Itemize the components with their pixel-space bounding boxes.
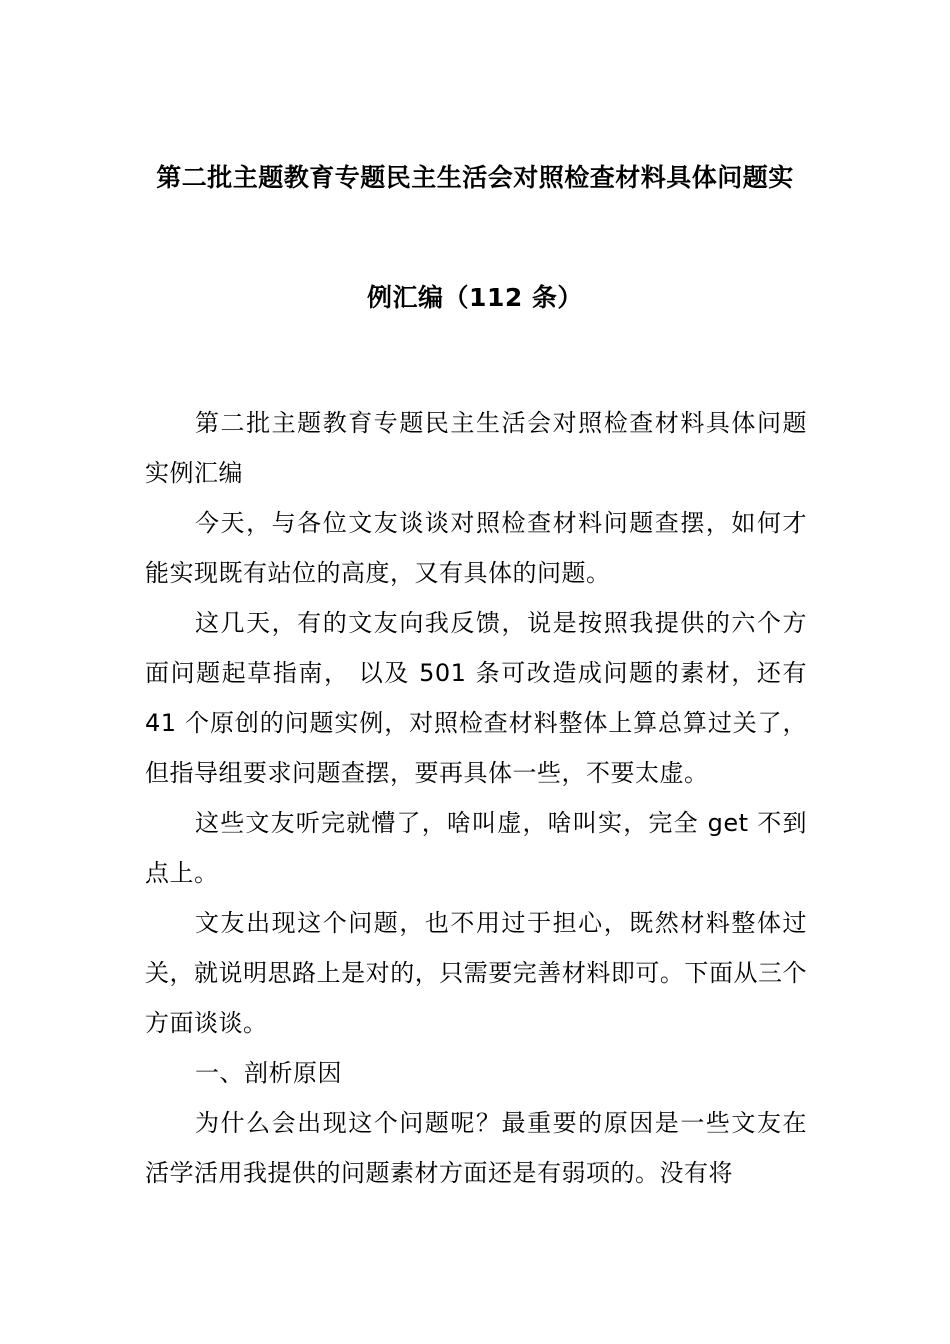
paragraph: 为什么会出现这个问题呢？最重要的原因是一些文友在活学活用我提供的问题素材方面还是有弱项的。没有将: [145, 1109, 807, 1187]
paragraph: 这几天，有的文友向我反馈，说是按照我提供的六个方面问题起草指南， 以及 501 条可改造成问题的素材，还有 41 个原创的问题实例，对照检查材料整体上算总算过关了，但指导组要求问题查摆，要再具体一些，不要太虚。: [145, 609, 807, 787]
section-heading: 一、剖析原因: [195, 1059, 342, 1087]
paragraph: 文友出现这个问题，也不用过于担心，既然材料整体过关，就说明思路上是对的，只需要完善材料即可。下面从三个方面谈谈。: [145, 909, 807, 1037]
paragraph: 今天，与各位文友谈谈对照检查材料问题查摆，如何才能实现既有站位的高度，又有具体的问题。: [145, 509, 807, 587]
document-body: [145, 398, 807, 1198]
document-title-line-2: 例汇编（112 条）: [367, 283, 583, 312]
paragraph: 这些文友听完就懵了，啥叫虚，啥叫实，完全 get 不到点上。: [145, 809, 807, 887]
document-title-line-1: 第二批主题教育专题民主生活会对照检查材料具体问题实: [156, 163, 794, 192]
paragraph: 第二批主题教育专题民主生活会对照检查材料具体问题实例汇编: [145, 409, 807, 487]
